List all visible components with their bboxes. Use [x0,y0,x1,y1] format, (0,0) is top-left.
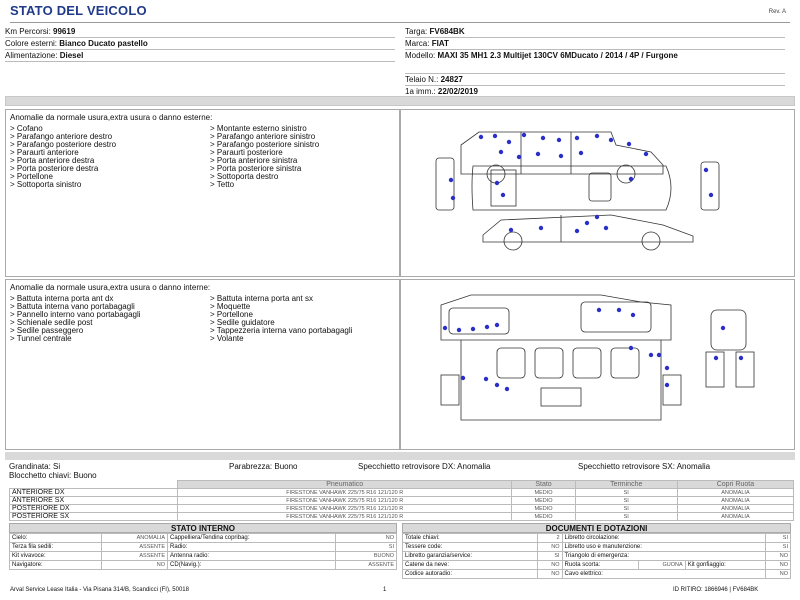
specchietto-dx-text: Specchietto retrovisore DX: Anomalia [358,462,491,471]
tyre-pos: ANTERIORE DX [10,489,178,497]
imm-label: 1a imm.: [405,87,436,96]
documenti-title: DOCUMENTI E DOTAZIONI [402,523,791,533]
table-row: Navigatore: NO CD(Navig.): ASSENTE [10,561,397,570]
tyres-table [9,480,794,521]
tyre-copri: ANOMALIA [677,505,793,513]
table-row [10,489,794,497]
tyre-term: SI [575,497,677,505]
tyre-stato: MEDIO [512,489,575,497]
list-item: > Parafango anteriore sinistro [210,132,316,141]
km-value: 99619 [53,27,76,36]
stato-interno-section [9,523,397,570]
van-exterior-diagram [401,110,794,276]
table-header-row [10,481,794,489]
table-row [10,505,794,513]
list-item: > Tappezzeria interna vano portabagagli [210,326,353,335]
tyre-term: SI [575,489,677,497]
damage-dots [449,133,713,233]
list-item: > Tetto [210,180,235,189]
interior-floor-outline [461,340,661,420]
list-item: > Battuta interna porta ant sx [210,294,313,303]
col-header: Terminche [575,481,677,489]
external-damage-list [10,125,395,189]
list-item: > Sedile passeggero [10,326,84,335]
van-interior-diagram [401,280,794,449]
list-item: > Sedile guidatore [210,318,275,327]
revision-label: Rev. A [768,9,786,15]
external-damage-title: Anomalie da normale usura,extra usura o danno esterne: [10,113,213,122]
list-item: > Montante esterno sinistro [210,124,307,133]
table-row: Totale chiavi: 2 Libretto circolazione: SI [403,534,791,543]
list-item: > Portellone [10,172,53,181]
tyre-stato: MEDIO [512,505,575,513]
tyre-copri: ANOMALIA [677,497,793,505]
km-label: Km Percorsi: [5,27,51,36]
list-item: > Paraurti posteriore [210,148,283,157]
list-item: > Battuta interna vano portabagagli [10,302,135,311]
external-col-1 [10,125,210,189]
tyre-model: FIRESTONE VANHAWK 225/75 R16 121/120 R [178,505,512,513]
targa-row [405,26,785,38]
tyre-pos: ANTERIORE SX [10,497,178,505]
list-item: > Parafango anteriore destro [10,132,113,141]
vehicle-info-left [5,26,395,62]
internal-damage-diagram [400,279,795,450]
list-item: > Moquette [210,302,251,311]
list-item: > Porta posteriore destra [10,164,99,173]
marca-value: FIAT [431,39,449,48]
internal-damage-title: Anomalie da normale usura,extra usura o danno interne: [10,283,211,292]
tyre-stato: MEDIO [512,497,575,505]
km-row [5,26,395,38]
table-row: Terza fila sedili: ASSENTE Radio: SI [10,543,397,552]
tyre-term: SI [575,505,677,513]
tyre-stato: MEDIO [512,513,575,521]
list-item: > Cofano [10,124,43,133]
modello-value: MAXI 35 MH1 2.3 Multijet 130CV 6MDucato / 2014 / 4P / Furgone [437,51,678,60]
col-header: Pneumatico [178,481,512,489]
footer-id: ID RITIRO: 1866946 | FV684BK [673,587,759,593]
tyre-pos: POSTERIORE SX [10,513,178,521]
documenti-section [402,523,791,579]
tyre-copri: ANOMALIA [677,513,793,521]
list-item: > Sottoporta sinistro [10,180,82,189]
page-title: STATO DEL VEICOLO [10,3,147,18]
list-item: > Parafango posteriore sinistro [210,140,320,149]
parabrezza-text: Parabrezza: Buono [229,462,298,471]
list-item: > Porta anteriore sinistra [210,156,298,165]
color-row [5,38,395,50]
telaio-row [405,74,785,86]
internal-damage-list [10,295,395,343]
list-item: > Sottoporta destro [210,172,279,181]
table-row [10,513,794,521]
blocchetto-text: Blocchetto chiavi: Buono [9,471,97,480]
telaio-value: 24827 [440,75,463,84]
footer-page-number: 1 [383,587,387,593]
meta-separator [5,452,795,460]
modello-row [405,50,785,74]
list-item: > Schienale sedile post [10,318,93,327]
stato-interno-title: STATO INTERNO [9,523,397,533]
table-row: Libretto garanzia/service: SI Triangolo di emergenza: NO [403,552,791,561]
internal-damage-panel [5,279,400,450]
title-divider [10,22,790,23]
documenti-table [402,533,791,579]
list-item: > Volante [210,334,244,343]
table-row: Kit vivavoce: ASSENTE Antenna radio: BUONO [10,552,397,561]
tyre-model: FIRESTONE VANHAWK 225/75 R16 121/120 R [178,513,512,521]
tyre-model: FIRESTONE VANHAWK 225/75 R16 121/120 R [178,489,512,497]
section-separator [5,96,795,106]
tyre-model: FIRESTONE VANHAWK 225/75 R16 121/120 R [178,497,512,505]
list-item: > Pannello interno vano portabagagli [10,310,141,319]
specchietto-sx-text: Specchietto retrovisore SX: Anomalia [578,462,711,471]
color-label: Colore esterni: [5,39,58,48]
vehicle-info-right [405,26,785,98]
fuel-label: Alimentazione: [5,51,58,60]
targa-label: Targa: [405,27,428,36]
list-item: > Tunnel centrale [10,334,72,343]
van-bottom-outline [483,215,693,242]
col-header: Stato [512,481,575,489]
list-item: > Parafango posteriore destro [10,140,117,149]
table-row: Tessere code: NO Libretto uso e manutenzione: SI [403,543,791,552]
external-damage-diagram [400,109,795,277]
list-item: > Paraurti anteriore [10,148,79,157]
list-item: > Porta anteriore destra [10,156,95,165]
internal-col-1 [10,295,210,343]
col-header: Copri Ruota [677,481,793,489]
imm-value: 22/02/2019 [437,87,478,96]
marca-label: Marca: [405,39,430,48]
telaio-label: Telaio N.: [405,75,439,84]
tyre-pos: POSTERIORE DX [10,505,178,513]
targa-value: FV684BK [429,27,465,36]
list-item: > Porta posteriore sinistra [210,164,302,173]
stato-interno-table [9,533,397,570]
color-value: Bianco Ducato pastello [59,39,148,48]
list-item: > Battuta interna porta ant dx [10,294,114,303]
marca-row [405,38,785,50]
modello-label: Modello: [405,51,436,60]
table-row: Cielo: ANOMALIA Cappelliera/Tendina copribag: NO [10,534,397,543]
table-row [10,497,794,505]
fuel-value: Diesel [59,51,84,60]
footer-address: Arval Service Lease Italia - Via Pisana 314/B, Scandicci (FI), 50018 [10,587,189,593]
table-row: Catene da neve: NO Ruota scorta: GUONA Kit gonfiaggio: NO [403,561,791,570]
external-col-2 [210,125,390,189]
tyre-copri: ANOMALIA [677,489,793,497]
fuel-row [5,50,395,62]
internal-col-2 [210,295,390,343]
table-row: Codice autoradio: NO Cavo elettrico: NO [403,570,791,579]
grandinata-text: Grandinata: Si [9,462,61,471]
meta-left [9,462,97,480]
tyre-term: SI [575,513,677,521]
interior-damage-dots [443,308,743,391]
van-plan-outline [472,166,671,210]
external-damage-panel [5,109,400,277]
list-item: > Portellone [210,310,253,319]
